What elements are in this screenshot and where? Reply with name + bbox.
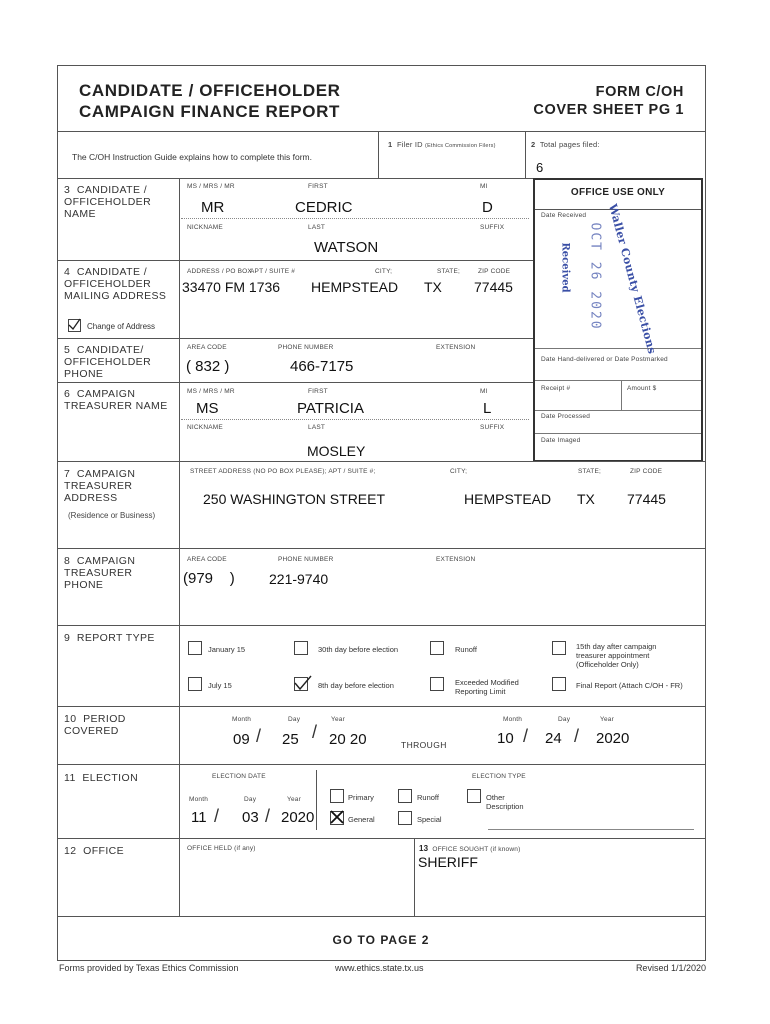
s11-month[interactable]: 11 bbox=[191, 809, 207, 826]
s9-exceeded-label: Exceeded Modified Reporting Limit bbox=[455, 678, 519, 696]
s10-to-day[interactable]: 24 bbox=[545, 730, 562, 747]
s6-mi-field[interactable]: L bbox=[483, 400, 492, 417]
form-id-line2: COVER SHEET PG 1 bbox=[533, 102, 684, 118]
s9-jan15-checkbox[interactable] bbox=[188, 641, 202, 655]
form-title-line2: CAMPAIGN FINANCE REPORT bbox=[79, 102, 340, 121]
s11-month-header: Month bbox=[189, 796, 209, 803]
s3-first-header: FIRST bbox=[308, 183, 328, 190]
s7-zip-header: ZIP CODE bbox=[630, 468, 663, 475]
s13-header: 13 OFFICE SOUGHT (if known) bbox=[419, 844, 521, 853]
s7-street-header: STREET ADDRESS (NO PO BOX PLEASE); APT / SUITE #; bbox=[190, 468, 376, 475]
s6-first-field[interactable]: PATRICIA bbox=[297, 400, 364, 417]
s3-last-field[interactable]: WATSON bbox=[314, 239, 379, 256]
office-use-box bbox=[533, 178, 703, 462]
s10-from-year[interactable]: 20 20 bbox=[329, 731, 367, 748]
s3-mi-field[interactable]: D bbox=[482, 199, 493, 216]
s7-label: 7 CAMPAIGN TREASURER ADDRESS bbox=[64, 468, 136, 504]
s6-ms-header: MS / MRS / MR bbox=[187, 388, 235, 395]
date-imaged-label: Date Imaged bbox=[541, 437, 581, 444]
s12-label: 12 OFFICE bbox=[64, 845, 125, 857]
s4-change-label: Change of Address bbox=[87, 322, 156, 331]
s6-last-field[interactable]: MOSLEY bbox=[307, 443, 366, 459]
go-to-page-2: GO TO PAGE 2 bbox=[332, 933, 430, 947]
s10-from-day-header: Day bbox=[288, 716, 301, 723]
s3-mi-header: MI bbox=[480, 183, 488, 190]
s5-area-field[interactable]: ( 832 ) bbox=[186, 358, 230, 375]
s9-15day-checkbox[interactable] bbox=[552, 641, 566, 655]
s5-area-header: AREA CODE bbox=[187, 344, 227, 351]
form-title-line1: CANDIDATE / OFFICEHOLDER bbox=[79, 81, 341, 100]
s3-ms-field[interactable]: MR bbox=[201, 199, 225, 216]
s8-area-field[interactable]: (979 ) bbox=[183, 570, 235, 587]
s12-held-field[interactable] bbox=[187, 862, 407, 880]
s3-ms-header: MS / MRS / MR bbox=[187, 183, 235, 190]
amount-label: Amount $ bbox=[627, 385, 657, 392]
s8-ext-header: EXTENSION bbox=[436, 556, 476, 563]
s10-from-day[interactable]: 25 bbox=[282, 731, 299, 748]
s8-phone-field[interactable]: 221-9740 bbox=[269, 571, 329, 587]
instructions-text: The C/OH Instruction Guide explains how to complete this form. bbox=[72, 152, 312, 162]
s10-from-month-header: Month bbox=[232, 716, 252, 723]
s9-8day-label: 8th day before election bbox=[318, 681, 394, 690]
s11-day-header: Day bbox=[244, 796, 257, 803]
total-pages-value[interactable]: 6 bbox=[536, 160, 544, 175]
s11-primary-checkbox[interactable] bbox=[330, 789, 344, 803]
s9-jan15-label: January 15 bbox=[208, 645, 246, 654]
s11-general-label: General bbox=[348, 815, 375, 824]
s9-30day-label: 30th day before election bbox=[318, 645, 399, 654]
s5-phone-header: PHONE NUMBER bbox=[278, 344, 334, 351]
s9-runoff-label: Runoff bbox=[455, 645, 477, 654]
s11-other-label: Other Description bbox=[486, 793, 524, 811]
s6-first-header: FIRST bbox=[308, 388, 328, 395]
x-mark-icon bbox=[329, 809, 345, 825]
s11-type-header: ELECTION TYPE bbox=[472, 773, 526, 780]
s10-to-month-header: Month bbox=[503, 716, 523, 723]
receipt-label: Receipt # bbox=[541, 385, 571, 392]
total-pages-label: 2 Total pages filed: bbox=[531, 140, 600, 149]
s6-nickname-header: NICKNAME bbox=[187, 424, 223, 431]
s6-suffix-header: SUFFIX bbox=[480, 424, 505, 431]
s10-label: 10 PERIOD COVERED bbox=[64, 713, 126, 737]
s8-area-header: AREA CODE bbox=[187, 556, 227, 563]
s10-to-month[interactable]: 10 bbox=[497, 730, 514, 747]
s7-state-header: STATE; bbox=[578, 468, 601, 475]
date-received-label: Date Received bbox=[541, 212, 587, 219]
s9-8day-checkbox[interactable] bbox=[294, 677, 308, 691]
date-hand-label: Date Hand-delivered or Date Postmarked bbox=[541, 356, 668, 363]
s9-exceeded-checkbox[interactable] bbox=[430, 677, 444, 691]
s11-runoff-label: Runoff bbox=[417, 793, 439, 802]
s10-to-day-header: Day bbox=[558, 716, 571, 723]
s7-city-field[interactable]: HEMPSTEAD bbox=[464, 491, 552, 507]
s4-state-header: STATE; bbox=[437, 268, 460, 275]
s13-sought-field[interactable]: SHERIFF bbox=[418, 854, 478, 870]
s11-date-header: ELECTION DATE bbox=[212, 773, 266, 780]
s11-primary-label: Primary bbox=[348, 793, 374, 802]
s4-label: 4 CANDIDATE / OFFICEHOLDER MAILING ADDRESS bbox=[64, 266, 167, 302]
footer-provided-by: Forms provided by Texas Ethics Commission bbox=[59, 963, 239, 973]
s3-first-field[interactable]: CEDRIC bbox=[295, 199, 353, 216]
s4-zip-field[interactable]: 77445 bbox=[474, 279, 513, 295]
s4-city-header: CITY; bbox=[375, 268, 393, 275]
footer-revised: Revised 1/1/2020 bbox=[635, 963, 706, 973]
checkmark-icon bbox=[294, 675, 312, 691]
s5-phone-field[interactable]: 466-7175 bbox=[290, 358, 354, 375]
footer-url[interactable]: www.ethics.state.tx.us bbox=[335, 963, 424, 973]
s10-to-year-header: Year bbox=[600, 716, 614, 723]
s9-final-checkbox[interactable] bbox=[552, 677, 566, 691]
s4-zip-header: ZIP CODE bbox=[478, 268, 511, 275]
s7-state-field[interactable]: TX bbox=[577, 491, 595, 507]
s9-15day-label: 15th day after campaign treasurer appointment (Officeholder Only) bbox=[576, 642, 657, 669]
form-id bbox=[533, 83, 684, 119]
date-processed-label: Date Processed bbox=[541, 413, 591, 420]
s9-label: 9 REPORT TYPE bbox=[64, 632, 155, 644]
s4-state-field[interactable]: TX bbox=[424, 279, 442, 295]
s9-30day-checkbox[interactable] bbox=[294, 641, 308, 655]
filer-id-label: 1 Filer ID (Ethics Commission Filers) bbox=[388, 140, 496, 149]
form-title bbox=[79, 80, 341, 122]
stamp-date: OCT 26 2020 bbox=[587, 222, 603, 331]
s4-city-field[interactable]: HEMPSTEAD bbox=[311, 279, 399, 295]
s11-year-header: Year bbox=[287, 796, 301, 803]
s10-from-month[interactable]: 09 bbox=[233, 731, 250, 748]
s11-other-checkbox[interactable] bbox=[467, 789, 481, 803]
s8-phone-header: PHONE NUMBER bbox=[278, 556, 334, 563]
office-use-title: OFFICE USE ONLY bbox=[535, 180, 701, 210]
s3-suffix-header: SUFFIX bbox=[480, 224, 505, 231]
s11-year[interactable]: 2020 bbox=[281, 809, 315, 826]
s12-held-header: OFFICE HELD (if any) bbox=[187, 845, 256, 852]
s11-label: 11 ELECTION bbox=[64, 772, 139, 784]
s8-label: 8 CAMPAIGN TREASURER PHONE bbox=[64, 555, 136, 591]
checkmark-icon bbox=[68, 318, 81, 331]
filer-id-field[interactable] bbox=[388, 158, 518, 174]
s11-day[interactable]: 03 bbox=[242, 809, 259, 826]
s11-general-checkbox[interactable] bbox=[330, 811, 344, 825]
stamp-received: Received bbox=[559, 242, 571, 293]
s7-city-header: CITY; bbox=[450, 468, 468, 475]
s11-special-checkbox[interactable] bbox=[398, 811, 412, 825]
s6-last-header: LAST bbox=[308, 424, 326, 431]
s3-last-header: LAST bbox=[308, 224, 326, 231]
s6-ms-field[interactable]: MS bbox=[196, 400, 219, 417]
s4-address-header: ADDRESS / PO BOX bbox=[187, 268, 252, 275]
s7-zip-field[interactable]: 77445 bbox=[627, 491, 666, 507]
s9-runoff-checkbox[interactable] bbox=[430, 641, 444, 655]
stamp-county: Waller County Elections bbox=[606, 202, 659, 356]
s10-through-label: THROUGH bbox=[401, 740, 447, 750]
s9-final-label: Final Report (Attach C/OH - FR) bbox=[576, 681, 683, 690]
s3-nickname-header: NICKNAME bbox=[187, 224, 223, 231]
s3-label: 3 CANDIDATE / OFFICEHOLDER NAME bbox=[64, 184, 152, 220]
s9-jul15-label: July 15 bbox=[208, 681, 232, 690]
s7-street-field[interactable]: 250 WASHINGTON STREET bbox=[203, 491, 386, 507]
s5-ext-header: EXTENSION bbox=[436, 344, 476, 351]
s4-change-checkbox[interactable] bbox=[68, 319, 81, 332]
s5-label: 5 CANDIDATE/ OFFICEHOLDER PHONE bbox=[64, 344, 152, 380]
s4-apt-header: APT / SUITE # bbox=[250, 268, 296, 275]
s11-runoff-checkbox[interactable] bbox=[398, 789, 412, 803]
s7-sub-label: (Residence or Business) bbox=[68, 511, 156, 520]
s10-to-year[interactable]: 2020 bbox=[596, 730, 630, 747]
s9-jul15-checkbox[interactable] bbox=[188, 677, 202, 691]
s10-from-year-header: Year bbox=[331, 716, 345, 723]
s6-label: 6 CAMPAIGN TREASURER NAME bbox=[64, 388, 168, 412]
s6-mi-header: MI bbox=[480, 388, 488, 395]
s11-special-label: Special bbox=[417, 815, 442, 824]
form-id-line1: FORM C/OH bbox=[595, 84, 684, 100]
s4-address-field[interactable]: 33470 FM 1736 bbox=[182, 279, 281, 295]
